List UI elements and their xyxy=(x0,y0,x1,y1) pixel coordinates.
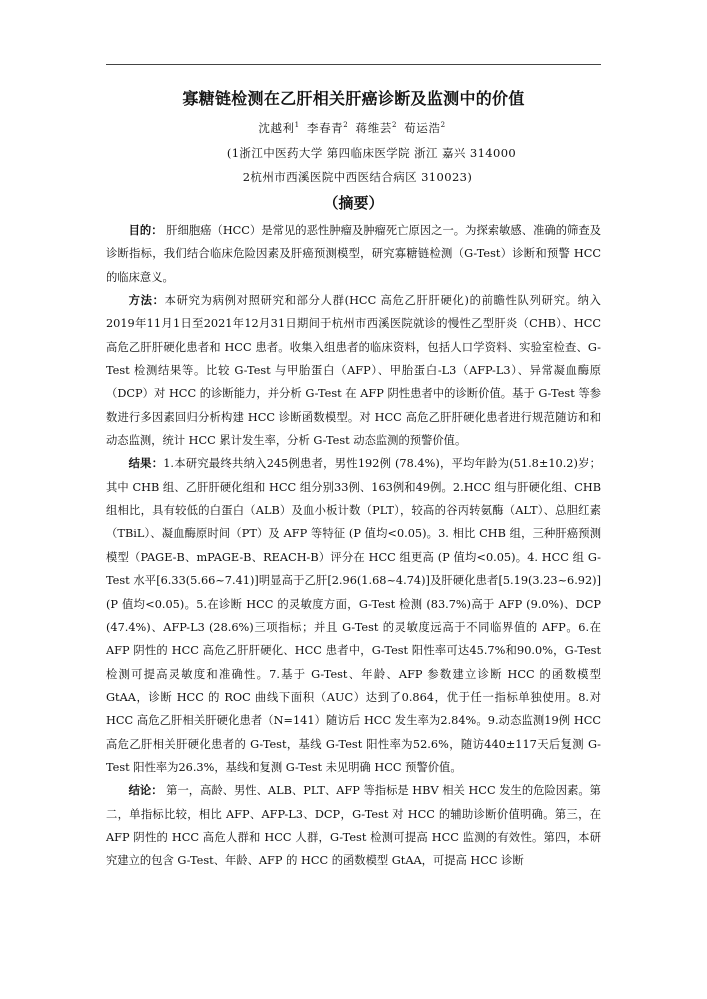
author-affiliation-mark: 1 xyxy=(294,121,300,130)
results-label: 结果： xyxy=(128,457,164,471)
results-text: 1.本研究最终共纳入245例患者，男性192例 (78.4%)，平均年龄为(51.8±10.2)岁；其中 CHB 组、乙肝肝硬化组和 HCC 组分别33例、163例和49例。2.HCC 组与肝硬化组、CHB 组相比，具有较低的白蛋白（ALB）及血小板计数（PLT），较高的谷丙转氨酶（ALT）、总胆红素（TBiL）、凝血酶原时间（PT）及 AFP 等特征 (P 值均<0.05)。3. 相比 CHB 组，三种肝癌预测模型（PAGE-B、mPAGE-B、REACH-B）评分在 HCC 组更高 (P 值均<0.05)。4. HCC 组 G-Test 水平[6.33(5.66~7.41)]明显高于乙肝[2.96(1.68~4.74)]及肝硬化患者[5.19(3.23~6.92)] (P 值均<0.05)。5.在诊断 HCC 的灵敏度方面，G-Test 检测 (83.7%)高于 AFP (9.0%)、DCP (47.4%)、AFP-L3 (28.6%)三项指标；并且 G-Test 的灵敏度远高于不同临界值的 AFP。6.在 AFP 阴性的 HCC 高危乙肝肝硬化、HCC 患者中，G-Test 阳性率可达45.7%和90.0%，G-Test 检测可提高灵敏度和准确性。7.基于 G-Test、年龄、AFP 参数建立诊断 HCC 的函数模型 GtAA，诊断 HCC 的 ROC 曲线下面积（AUC）达到了0.864，优于任一指标单独使用。8.对 HCC 高危乙肝相关肝硬化患者（N=141）随访后 HCC 发生率为2.84%。9.动态监测19例 HCC 高危乙肝相关肝硬化患者的 G-Test，基线 G-Test 阳性率为52.6%，随访440±117天后复测 G-Test 阳性率为26.3%，基线和复测 G-Test 未见明确 HCC 预警价值。 xyxy=(106,457,601,774)
header-rule xyxy=(106,64,601,65)
author-affiliation-mark: 2 xyxy=(440,121,446,130)
objective-text: 肝细胞癌（HCC）是常见的恶性肿瘤及肿瘤死亡原因之一。为探索敏感、准确的筛查及诊断指标，我们结合临床危险因素及肝癌预测模型，研究寡糖链检测（G-Test）诊断和预警 HCC 的临床意义。 xyxy=(106,224,601,284)
objective-label: 目的： xyxy=(128,224,163,237)
author-name: 沈越利 xyxy=(258,121,295,135)
methods-label: 方法： xyxy=(128,294,165,308)
author-affiliation-mark: 2 xyxy=(343,121,349,130)
methods-text: 本研究为病例对照研究和部分人群(HCC 高危乙肝肝硬化)的前瞻性队列研究。纳入2019年11月1日至2021年12月31日期间于杭州市西溪医院就诊的慢性乙型肝炎（CHB）、HCC 高危乙肝肝硬化患者和 HCC 患者。收集入组患者的临床资料，包括人口学资料、实验室检查、G-Test 检测结果等。比较 G-Test 与甲胎蛋白（AFP）、甲胎蛋白-L3（AFP-L3）、异常凝血酶原（DCP）对 HCC 的诊断能力，并分析 G-Test 在 AFP 阴性患者中的诊断价值。基于 G-Test 等参数进行多因素回归分析构建 HCC 诊断函数模型。对 HCC 高危乙肝肝硬化患者进行规范随访和和动态监测，统计 HCC 累计发生率，分析 G-Test 动态监测的预警价值。 xyxy=(106,294,601,448)
objective-paragraph xyxy=(106,219,601,289)
methods-paragraph xyxy=(106,289,601,452)
conclusion-paragraph xyxy=(106,779,601,872)
abstract-heading: （摘要） xyxy=(323,194,384,212)
author-affiliation-mark: 2 xyxy=(391,121,397,130)
conclusion-text: 第一，高龄、男性、ALB、PLT、AFP 等指标是 HBV 相关 HCC 发生的危险因素。第二，单指标比较，相比 AFP、AFP-L3、DCP，G-Test 对 HCC 的辅助诊断价值明确。第三，在 AFP 阴性的 HCC 高危人群和 HCC 人群，G-Test 检测可提高 HCC 监测的有效性。第四，本研究建立的包含 G-Test、年龄、AFP 的 HCC 的函数模型 GtAA，可提高 HCC 诊断 xyxy=(106,784,601,868)
author-name: 李春青 xyxy=(306,121,344,135)
paper-title: 寡糖链检测在乙肝相关肝癌诊断及监测中的价值 xyxy=(182,89,525,108)
affiliation-1: (1浙江中医药大学 第四临床医学院 浙江 嘉兴 314000 xyxy=(226,146,517,160)
author-list xyxy=(0,120,707,136)
abstract-body xyxy=(106,219,601,873)
results-paragraph xyxy=(106,452,601,779)
author-name: 蒋维芸 xyxy=(355,121,392,135)
affiliation-2: 2杭州市西溪医院中西医结合病区 310023) xyxy=(242,170,473,184)
author-name: 荀运浩 xyxy=(404,121,441,135)
conclusion-label: 结论： xyxy=(128,784,163,798)
